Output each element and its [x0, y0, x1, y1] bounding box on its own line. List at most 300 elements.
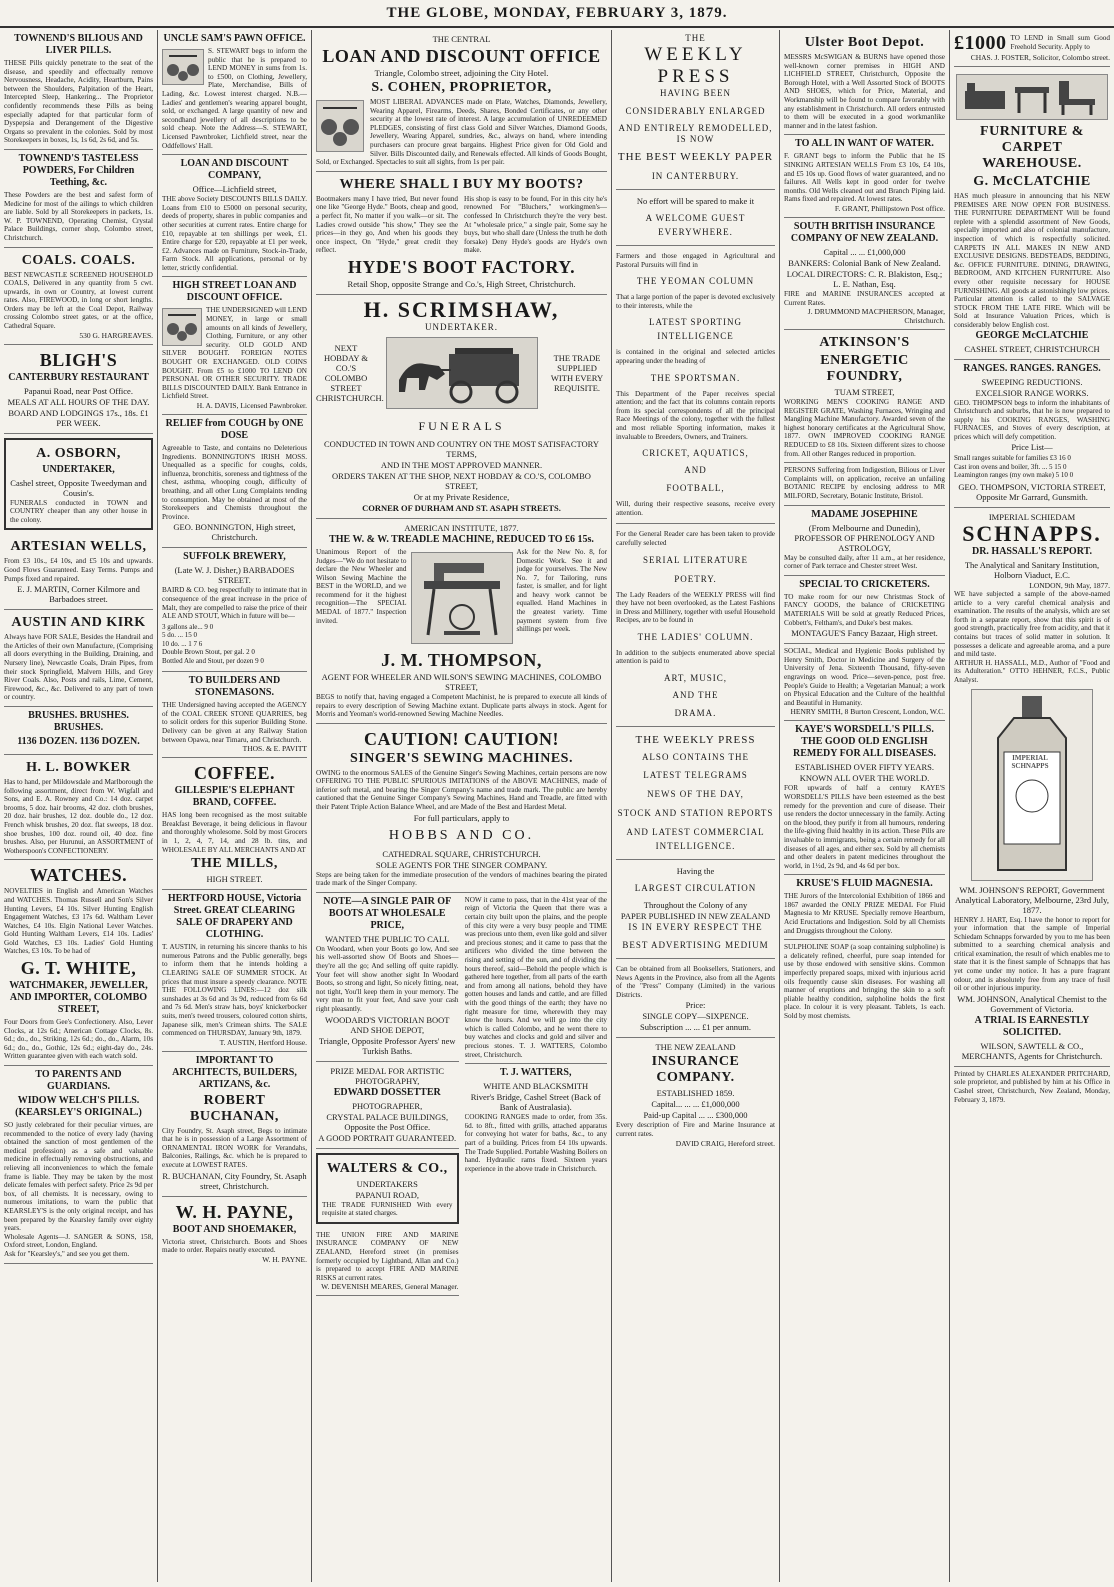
ad-subtitle: GILLESPIE'S ELEPHANT BRAND, COFFEE. [174, 785, 295, 809]
ad-agent: AGENT FOR WHEELER AND WILSON'S SEWING MACHINES, COLOMBO STREET, [321, 671, 602, 692]
ad-title: BLIGH'S [39, 349, 118, 370]
ad-funerals: FUNERALS [418, 418, 505, 433]
ad-body: COOKING RANGES made to order, from 35s. 6d. to 8ft., fitted with grills, attached apparatus for conveying hot water for baths, &c., to any part of a building. Prices from £4 10s upwards. The Trade Supplied. Portable Washing Boilers on hand. Hydraulic rams fixed. Sixteen years experience in the above trade in Christchurch. [464, 1113, 607, 1173]
austin-kirk-ad [4, 610, 153, 707]
wp-commercial: AND LATEST COMMERCIAL INTELLIGENCE. [626, 827, 765, 852]
ad-title: COALS. COALS. [21, 252, 136, 268]
ad-title: RANGES. RANGES. RANGES. [963, 362, 1101, 374]
col3-right-subcolumn [465, 893, 608, 1297]
ad-body: These Powders are the best and safest form of Medicine for most of the ailings to which children are liable. Sold by all Storekeepers in packets, 1s. W. P. TOWNEND, Operating Chemist, Crystal Palace Buildings, corner shop, Colombo street, Christchurch. [4, 190, 153, 242]
masthead-title: THE GLOBE, MONDAY, FEBRUARY 3, 1879. [0, 0, 1114, 28]
ad-body: City Foundry, St. Asaph street, Begs to intimate that he is in possession of a Large Assortment of ORNAMENTAL IRON WORK for Verandahs, Balconies, Railings, &c. which he is prepared to execute at LOWEST RATES. [162, 1126, 307, 1170]
victoria-story-ad [465, 893, 608, 1064]
sulpholine-ad [784, 940, 945, 1024]
printer-imprint [954, 1067, 1110, 1108]
ad-subtitle: PHOTOGRAPHER, [352, 1100, 423, 1111]
ad-mills-subtitle: HIGH STREET. [206, 874, 263, 885]
ad-title: NOTE—A SINGLE PAIR OF BOOTS AT WHOLESALE PRICE, [323, 895, 452, 931]
ad-subtitle: WANTED THE PUBLIC TO CALL [325, 933, 450, 944]
wp-department: This Department of the Paper receives special attention; and the fact that its columns contain reports from its special correspondents of all the principal Race Meetings of the colony, together with the fullest and most reliable Sporting information, makes it invaluable to Breeders, Owners, and Trainers. [616, 389, 775, 441]
ad-body: THE above Society DISCOUNTS BILLS DAILY. Loans from £10 to £5000 on personal security, deeds of property, shares in public companies and other securities at current rates. Entire charge for £10, repayable at ten shillings per week, £1. Entire charge for £20, repayable at £1 per week, £2. Advances made on Furniture, Stock-in-Trade, Farm Stock. All applications, personal or by letter, strictly confidential. [162, 195, 307, 272]
wp-price: Price: [685, 1000, 706, 1011]
wp-title: WEEKLY PRESS [644, 44, 747, 87]
ad-address: CASHEL STREET, CHRISTCHURCH [964, 343, 1100, 354]
ad-body: BEGS to notify that, having engaged a Competent Machinist, he is prepared to execute all kinds of repairs to every description of Sewing Machine extant. Duplicate parts always in stock. Agent for Morris and Yeoman's world-renowned Sewing Machine Needles. [316, 692, 607, 719]
ad-analyst: WM. JOHNSON, Analytical Chemist to the Government of Victoria. [957, 993, 1107, 1014]
wp-place: IN CANTERBURY. [651, 171, 740, 181]
ad-kicker: THE CENTRAL [432, 34, 491, 44]
ad-body: TO LEND in Small sum Good Freehold Security. Apply to [1010, 34, 1110, 51]
ad-body: Every description of Fire and Marine Insurance at current rates. [616, 1121, 775, 1139]
column-6 [950, 30, 1114, 1582]
ad-subtitle: Office—Lichfield street, [192, 184, 277, 195]
scrimshaw-ad [316, 295, 607, 519]
wp-having: HAVING BEEN [659, 88, 732, 98]
sewing-machine-illustration [411, 552, 513, 644]
cricketers-ad [784, 576, 945, 644]
pawnbroker-balls-illustration [316, 100, 364, 152]
ad-name2: GEORGE McCLATCHIE [975, 329, 1089, 341]
ad-body: On Woodard, when your Boots go low, And see his well-assorted show Of Boots and Shoes—they're all the go; And selling off quite rapidly. Your feet will show another sight In Woodard Boots, so strong and light, So nicely fitting, neat, not tight, You'll keep them in your memory. The very man to fit your feet, And save your cash right pleasantly. [316, 944, 459, 1013]
ad-bankers: BANKERS: Colonial Bank of New Zealand. [788, 257, 941, 268]
ad-signature: GEO. BONNINGTON, High street, Christchurch. [173, 522, 296, 543]
ad-kicker: THE NEW ZEALAND [655, 1042, 736, 1053]
ad-body: WE have subjected a sample of the above-named article to a very careful chemical analysis and examination. The results of the analysis, which are set forth in a separate report, show that this spirit is of good strength, practically free from acidity, and that it contains but traces of solid matter in solution. It possesses a delicate and agreeable aroma, and a pure and mild taste. [954, 589, 1110, 659]
ad-title: SOUTH BRITISH INSURANCE COMPANY OF NEW ZEALAND. [790, 220, 939, 244]
ad-body: NOW it came to pass, that in the 41st year of the reign of Victoria the Queen that there was a certain city built upon the plains, and the people of this city were a very busy people and TIME was precious unto them, even like gold and silver and precious stones; and it came to pass that the artificers who divided the time between the rising and setting of the sun, and of dividing the hours thereof, said—Behold the people which is gathered here together, from all parts of the earth and from among all nations, behold they have gotten houses and lands and cattle, and are filled with the good things of the earth; they have no right measure for time, wherewith they may know the hours. And we will go into the city which is called Colombo, and he went there to buy watches and clocks and gold and silver and precious stones. T. J. WATTERS, Colombo street, Christchurch. [464, 895, 607, 1059]
ad-address: Cashel street, Opposite Tweedyman and Cousin's. [10, 477, 147, 498]
ad-signature: ARTHUR H. HASSALL, M.D., Author of "Food and its Adulteration." OTTO HEHNER, F.C.S., Public Analyst. [954, 658, 1110, 684]
ad-approved: AND IN THE MOST APPROVED MANNER. [380, 459, 543, 470]
suffolk-brewery-ad [162, 548, 307, 672]
ad-address: River's Bridge, Cashel Street (Back of Bank of Australasia). [470, 1092, 601, 1113]
ad-address: CATHEDRAL SQUARE, CHRISTCHURCH. [382, 848, 541, 859]
pawnbroker-balls-illustration [162, 308, 202, 346]
wp-farmers: Farmers and those engaged in Agricultural and Pastoral Pursuits will find in [616, 252, 775, 269]
ad-title: T. J. WATTERS, [500, 1067, 572, 1079]
wp-yeoman: THE YEOMAN COLUMN [636, 276, 755, 287]
dossetter-ad [316, 1062, 459, 1149]
ad-body: F. GRANT begs to inform the Public that he IS SINKING ARTESIAN WELLS From £3 10s, £4 10s, and £5 10s up. Good flows of water guaranteed, and no failures. All Wells kept in good order for twelve months. Old Wells cleaned out and Branch Piping laid. Rams fixed and repaired. At lowest rates. [784, 152, 945, 204]
ad-body: Agreeable to Taste, and contains no Deleterious Ingredients. BONNINGTON'S IRISH MOSS. Unequalled as a specific for coughs, colds, influenza, bronchitis, soreness and tightness of the chest, asthma, whooping cough, difficulty of breathing, and all other Lung Complaints tending to consumption. May be obtained at most of the Storekeepers and Chemists throughout the Province. [162, 444, 307, 521]
ad-subtitle: WHITE AND BLACKSMITH [483, 1081, 589, 1092]
wp-drama: DRAMA. [674, 708, 717, 719]
ad-body: Has to hand, per Mildowsdale and Marlborough the following assortment, direct from W. Wigfall and Sons, and E. A. Rowney and Co.: 14 doz. carpet brooms, 5 doz. hair brooms, 42 doz. cloth brushes, 20 doz. hair brushes, 12 doz. double do., 12 doz. French whisk brushes, 20 doz. flat sweeps, 18 doz. shoe brushes, 100 doz. round oil, 40 doz. fine brushes. Also, per Hurunui, an ASSORTMENT of Wotherspoon's CONFECTIONERY. [4, 777, 153, 855]
ad-body: Four Doors from Gee's Confectionery. Also, Lever Clocks, at 12s 6d.; American Cottage Clocks, 8s. 6d.; do., do., Striking, 12s 6d.; do., do., Alarm, 10s 6d.; do., do., Gothic, 12s 6d.; eight-day do., 24s. Written guarantee given with each watch sold. [4, 1018, 153, 1061]
josephine-ad [784, 506, 945, 576]
ad-signature: T. AUSTIN, Hertford House. [219, 1037, 307, 1047]
union-fire-ad [316, 1228, 459, 1297]
bowker-ad [4, 755, 153, 860]
brushes-ad [4, 707, 153, 755]
ad-title: SPECIAL TO CRICKETERS. [799, 578, 930, 590]
ad-title: KRUSE'S FLUID MAGNESIA. [796, 878, 933, 890]
ad-footer: Ask for "Kearsley's," and see you get them. [4, 1249, 130, 1258]
ad-signature: F. GRANT, Phillipstown Post office. [834, 203, 945, 213]
singer-caution-ad [316, 724, 607, 893]
ad-body: BAIRD & CO. beg respectfully to intimate that in consequence of the great increase in the price of Malt, they are compelled to raise the price of their ALE AND STOUT, Which in future will be— [162, 586, 307, 621]
ad-signature: DAVID CRAIG, Hereford street. [675, 1138, 775, 1148]
ad-title: WATCHES. [29, 865, 128, 886]
ad-body: May be consulted daily, after 11 a.m., at her residence, corner of Park terrace and Chester street West. [784, 553, 945, 571]
ad-title: TO BUILDERS AND STONEMASONS. [188, 675, 281, 699]
wp-advertising: BEST ADVERTISING MEDIUM [622, 940, 769, 951]
ad-proprietor: S. COHEN, PROPRIETOR, [371, 80, 552, 95]
ad-footer: Steps are being taken for the immediate prosecution of the vendors of machines bearing the pirated trade mark of the Singer Company. [316, 870, 607, 888]
ad-title: INSURANCE COMPANY. [651, 1054, 740, 1086]
ad-signature: E. J. MARTIN, Corner Kilmore and Barbadoes street. [17, 584, 140, 605]
ad-subtitle: 1136 DOZEN. 1136 DOZEN. [17, 735, 140, 747]
ad-subtitle: SINGER'S SEWING MACHINES. [350, 750, 573, 766]
ad-paid: Paid-up Capital ... ... £300,000 [643, 1110, 748, 1121]
ad-subtitle: CANTERBURY RESTAURANT [8, 371, 149, 383]
ad-johnson-body: HENRY J. HART, Esq. I have the honor to report for your information that the sample of Imperial Schiedam Schnapps forwarded by you to me has been submitted to a searching chemical analysis and critical examination, the result of which enables me to state that it is the finest sample of Schnapps that has yet come under my notice. It has a pure fragrant odour, and is absolutely free from any trace of fusil oil or other injurious impurity. [954, 915, 1110, 993]
factory-name: HYDE'S BOOT FACTORY. [347, 256, 576, 277]
ad-corner: CORNER OF DURHAM AND ST. ASAPH STREETS. [362, 502, 561, 513]
ad-body: GEO. THOMPSON begs to inform the inhabitants of Christchurch and suburbs, that he is now prepared to supply his COOKING RANGES, WASHING FURNACES, and Stoves of every description, at prices which will defy competition. [954, 398, 1110, 441]
high-street-loan-ad [162, 277, 307, 415]
hearse-illustration [386, 337, 538, 409]
ad-body: HAS much pleasure in announcing that his NEW PREMISES ARE NOW OPEN FOR BUSINESS. THE FURNITURE DEPARTMENT Will be found replete with a splendid assortment of New Goods, specially imported and also of colonial manufacture, inspection of which is respectfully solicited. CARPETS IN ALL MAKES IN NEW AND EXCLUSIVE DESIGNS. BEDSTEADS, BEDDING, &c. OFFICE FURNITURE. DINING, DRAWING, BEDROOM, AND KITCHEN FURNITURE. Also every other requisite necessary for HOUSE FURNISHING. All goods at astonishingly low prices. [954, 192, 1110, 295]
hertford-house-ad [162, 890, 307, 1052]
ad-body: NOVELTIES in English and American Watches and WATCHES. Thomas Russell and Son's Silver Hunting Levers, £4 10s. Silver Hunting English Engagement Watches, £3 17s 6d. Waltham Lever Watches, £4 10s. Elgin National Lever Watches. Gold Hunting Waltham Levers, £14 10s. Ladies' Gold Watches, £3 10s. Ladies' Gold Hunting Watches, £3 10s. To be had of [4, 887, 153, 956]
ad-title: KAYE'S WORSDELL'S PILLS. THE GOOD OLD ENGLISH REMEDY FOR ALL DISEASES. [793, 724, 936, 760]
price-list: 3 gallons ale... 9 0 5 do. ... 15 0 10 do. ... 1 7 6 Double Brown Stout, per gal. 2 0 Bottled Ale and Stout, per dozen 9 0 [162, 622, 264, 665]
ad-note: Particular attention is called to the SALVAGE STOCK FROM THE LATE FIRE. Which will be Sold at Insurance Valuation Prices, which is considerably below English cost. [954, 295, 1110, 329]
ad-title: H. SCRIMSHAW, [363, 296, 560, 322]
ad-name: ROBERT BUCHANAN, [190, 1092, 279, 1124]
ad-sole: SOLE AGENTS FOR THE SINGER COMPANY. [375, 859, 548, 870]
column-5 [780, 30, 950, 1582]
wp-ladies-intro: The Lady Readers of the WEEKLY PRESS will find they have not been overlooked, as the Latest Fashions in Dress and Millinery, together with useful Household Recipes, are to be found in [616, 590, 775, 625]
ad-list-title: Price List— [1011, 442, 1053, 453]
wp-every-respect: IS IN EVERY RESPECT THE [628, 922, 763, 933]
ad-body: SULPHOLINE SOAP (a soap containing sulpholine) is a delicately refined, cheerful, pure soap intended for use by those endowed with sensitive skins. Common imperfectly prepared soaps, mixed with injurious acrid oils frequently cause skin diseases. For washing all manner of eruptions and bringing the skin to a soft pliable healthy condition, sulpholine holds the first place. In colour it is very pleasant. Tablets, 1s each. Sold by most chemists. [784, 943, 945, 1020]
ad-signature: HENRY SMITH, 8 Burton Crescent, London, W.C. [790, 707, 945, 717]
ad-right: Ask for the New No. 8, for Domestic Work. See it and judge for yourselves. The New No. 7, for Tailoring, runs faster, is smaller, and for light and heavy work cannot be equalled. Hand Machines in the greatest variety. Time payment system from five shillings per week. [516, 547, 607, 634]
wp-news: NEWS OF THE DAY, [647, 789, 744, 800]
column-4 [612, 30, 780, 1582]
ad-conducted: CONDUCTED IN TOWN AND COUNTRY ON THE MOST SATISFACTORY TERMS, [323, 438, 600, 459]
ad-body: From £3 10s., £4 10s, and £5 10s and upwards. Good Flows Guaranteed. Easy Terms. Pumps and Pumps fixed and repaired. [4, 557, 153, 583]
verse-left: Bootmakers many I have tried, But never found one like "George Hyde." Boots, cheap and good, a perfect fit, No matter if you walk—or sit. The Ladies crowd outside "his show," They see the prices—in they go, And when his goods they once inspect, On "Hyde," great credit they reflect. [316, 194, 459, 255]
lend-money-ad [954, 30, 1110, 67]
ad-subtitle: (From Melbourne and Dunedin), PROFESSOR OF PHRENOLOGY AND ASTROLOGY, [794, 522, 935, 553]
factory-address: Retail Shop, opposite Strange and Co.'s, High Street, Christchurch. [347, 278, 576, 289]
mcclatchie-ad [954, 67, 1110, 360]
ad-title: HERTFORD HOUSE, Victoria Street. GREAT CLEARING SALE OF DRAPERY AND CLOTHING. [167, 893, 302, 941]
ad-shop: WOODARD'S VICTORIAN BOOT AND SHOE DEPOT, [325, 1014, 450, 1035]
schnapps-ad [954, 508, 1110, 1067]
ad-title: SUFFOLK BREWERY, [183, 551, 286, 563]
townend-pills-ad [4, 30, 153, 150]
widow-welch-ad [4, 1066, 153, 1264]
milford-ad [784, 463, 945, 505]
wp-stock: STOCK AND STATION REPORTS [617, 808, 774, 819]
wp-large-portion: That a large portion of the paper is devoted exclusively to their interests, while the [616, 293, 775, 310]
ad-report: DR. HASSALL'S REPORT. [971, 545, 1093, 557]
ad-title: CAUTION! CAUTION! [363, 728, 559, 749]
wp-no-effort: No effort will be spared to make it [636, 196, 755, 206]
ad-amount: £1000 [954, 32, 1007, 54]
ad-body: THE UNDERSIGNED will LEND MONEY, in large or small amounts on all kinds of Jewellery, Clothing, Furniture, or any other security. OLD GOLD AND SILVER BOUGHT. FOREIGN NOTES BOUGHT OR EXCHANGED. OLD COINS BOUGHT. From £5 to £1000 TO LEND ON PERSONAL OR OTHER SECURITY. TRADE BILLS DISCOUNTED DAILY. Bank Entrance in Lichfield Street. [162, 306, 307, 401]
weekly-press-ad [616, 30, 775, 1038]
walters-ad [316, 1153, 459, 1224]
ad-location: Papanui Road, near Post Office. [24, 385, 133, 396]
wp-sixpence: SINGLE COPY—SIXPENCE. [642, 1011, 749, 1022]
ad-name: G. T. WHITE, [20, 958, 137, 979]
ad-name: J. M. THOMPSON, [381, 649, 542, 670]
ad-body: FIRE and MARINE INSURANCES accepted at Current Rates. [784, 289, 945, 307]
wp-having-largest: Having the [676, 866, 715, 877]
ad-signature: W. DEVENISH MEARES, General Manager. [321, 1282, 459, 1292]
ad-agents: Wholesale Agents—J. SANGER & SONS, 158, Oxford street, London, England. [4, 1232, 153, 1250]
hyde-boots-ad [316, 172, 607, 295]
kayes-pills-ad [784, 721, 945, 875]
wp-special: In addition to the subjects enumerated above special attention is paid to [616, 648, 775, 666]
ad-agent: HOBBS AND CO. [388, 827, 535, 843]
woodard-ad [316, 893, 459, 1062]
ad-subtitle: UNDERTAKER. [425, 321, 498, 332]
wp-enlarged: CONSIDERABLY ENLARGED [625, 106, 766, 116]
ad-title: RELIEF from COUGH by ONE DOSE [165, 418, 304, 441]
wp-telegrams: LATEST TELEGRAMS [643, 770, 748, 781]
ad-johnson: WM. JOHNSON'S REPORT, Government Analytical Laboratory, Melbourne, 23rd July, 1877. [955, 884, 1109, 915]
ad-title: MADAME JOSEPHINE [811, 508, 918, 520]
osborn-ad [4, 438, 153, 531]
ad-address: TUAM STREET, [834, 387, 895, 398]
wp-serial: SERIAL LITERATURE [643, 554, 748, 565]
ad-title: EDWARD DOSSETTER [333, 1086, 441, 1098]
social-books-ad [784, 644, 945, 721]
furniture-illustration [956, 74, 1108, 120]
pawn-office-ad [162, 30, 307, 155]
wp-newspaper: PAPER PUBLISHED IN NEW ZEALAND [620, 911, 771, 922]
wp-football: FOOTBALL, [666, 483, 725, 494]
ad-title: LOAN AND DISCOUNT OFFICE [322, 46, 601, 66]
ad-title: WHERE SHALL I BUY MY BOOTS? [339, 176, 584, 192]
wp-ladies: THE LADIES' COLUMN. [637, 631, 754, 642]
blighs-ad [4, 345, 153, 434]
pawnbroker-balls-illustration [162, 49, 204, 85]
wp-obtained: Can be obtained from all Booksellers, Stationers, and News Agents in the Province, also from all the Agents of the "Press" Company (Limited) in the various Districts. [616, 965, 775, 999]
ad-particulars: For full particulars, apply to [413, 812, 510, 823]
verse-right: His shop is easy to be found, For in this city he's renowned For "Bluchers," workingmen's—confessed In Christchurch they're the very best. At "wholesale price," a single pair, Some say he buys, but who shall dare (Unless the truth he doth forsake) Deny Hyde's goods are Hyde's own make. [464, 194, 607, 255]
ad-signature: THOS. & E. PAVITT [242, 744, 307, 754]
ad-kicker: PRIZE MEDAL FOR ARTISTIC PHOTOGRAPHY, [330, 1065, 445, 1086]
ad-trial: A TRIAL IS EARNESTLY SOLICITED. [974, 1014, 1090, 1038]
ad-kicker: IMPERIAL SCHIEDAM [988, 511, 1076, 522]
wp-sporting: LATEST SPORTING INTELLIGENCE [648, 317, 743, 342]
wp-best: THE BEST WEEKLY PAPER [617, 151, 774, 163]
ulster-boot-ad [784, 30, 945, 135]
ad-title: UNCLE SAM'S PAWN OFFICE. [163, 33, 306, 44]
ad-subtitle: BOOT AND SHOEMAKER, [172, 1223, 297, 1235]
ad-body: THESE Pills quickly penetrate to the seat of the disease, and speedily and effectually remove Nervousness, Headache, Acidity, Heartburn, Pains between the Shoulders, Palpitation of the Heart, Intercepted Sleep, Hankering... The Proprietor confidently recommends these Pills as being especially adapted for that particular form of Dyspepsia and Derangement of the Digestive Organs so prevalent in the colonies. Sold by most Storekeepers in boxes, 1s, 1s 6d, 2s 6d, and 5s. [4, 59, 153, 145]
south-british-ad [784, 218, 945, 330]
ad-body: Victoria street, Christchurch. Boots and Shoes made to order. Repairs neatly executed. [162, 1237, 307, 1255]
ad-title: WALTERS & CO., [326, 1160, 448, 1176]
ad-footer: A GOOD PORTRAIT GUARANTEED. [318, 1132, 457, 1143]
payne-ad [162, 1197, 307, 1268]
price-list: Small ranges suitable for families £3 16 0 Cast iron ovens and boiler, 3ft. ... 5 15 0 Leamington ranges (my own make) 5 10 0 [954, 454, 1074, 480]
col3-left-subcolumn [316, 893, 459, 1297]
ad-body: HAS long been recognised as the most suitable Breakfast Beverage, it being delicious in flavour and thoroughly wholesome. Sold by most Grocers in 1, 2, 4, 7, 14, and 28 lb. tins, and WHOLESALE BY ALL MERCHANTS AND AT [162, 811, 307, 854]
wp-circulation: LARGEST CIRCULATION [634, 883, 757, 894]
ad-body: THE Undersigned having accepted the AGENCY of the COAL CREEK STONE QUARRIES, beg to solicit orders for this superior Building Stone. Delivery can be given at any Railway Station between Opawa, near Timaru, and Christchurch. [162, 701, 307, 744]
ad-body: FOR upwards of half a century KAYE'S WORSDELL'S PILLS have been esteemed as the best remedy for the prevention and cure of disease. Their use renders the doctor unnecessary in the family. Acting on the blood, they purify it from all humours, rendering the life-giving fluid healthy in its action. These Pills are invaluable to immigrants, being a certain remedy for all diseases of all ages, and either sex. Sold by all chemists and other dealers in patent medicines throughout the world, in 1½d, 2s 9d, and 4s 6d per box. [784, 784, 945, 870]
ad-body: SOCIAL, Medical and Hygienic Books published by Henry Smith, Doctor in Medicine and Surgery of the University of Jena. Sixteenth Thousand, fifty-seven engravings on wood. Price—seven-pence, post free. People's Guide to Health; a Vegetarian Manual; a work on Physical Education and the Culture of the healthful and Beautiful in Humanity. [784, 647, 945, 707]
kruse-magnesia-ad [784, 875, 945, 940]
ad-body: MOST LIBERAL ADVANCES made on Plate, Watches, Diamonds, Jewellery, Wearing Apparel, Firearms, Deeds, Shares, Bonded Certificates, or any other security at the lowest rate of interest. A large accumulation of UNREDEEMED PLEDGES, consisting of first class Gold and Silver Watches, Diamond Goods, Jewellery, Wearing Apparel, sundries, &c., always on hand, where intending purchasers can procure great bargains. Highest Price given for Old Gold and Silver. Bills Discounted daily, and Renewals effected. All kinds of Goods Bought, Sold, or Exchanged. Spectacles to suit all sights, from 1s per pair. [316, 98, 607, 167]
ad-agents: WILSON, SAWTELL & CO., MERCHANTS, Agents for Christchurch. [961, 1040, 1103, 1061]
stonemasons-ad [162, 672, 307, 758]
ad-signature: R. BUCHANAN, City Foundry, St. Asaph street, Christchurch. [162, 1170, 307, 1191]
ad-subtitle: ENERGETIC FOUNDRY, [820, 353, 909, 385]
ad-body: TO make room for our new Christmas Stock of FANCY GOODS, the balance of CRICKETING MATERIALS Will be sold at greatly Reduced Prices, Cobbett's, Feltham's, and Duke's best makes. [784, 592, 945, 627]
wp-poetry: POETRY. [674, 573, 717, 584]
watches-ad [4, 860, 153, 1066]
ad-meals: MEALS AT ALL HOURS OF THE DAY. [7, 396, 150, 407]
wp-welcome: A WELCOME GUEST EVERYWHERE. [645, 213, 746, 237]
ad-title: TOWNEND'S BILIOUS AND LIVER PILLS. [14, 33, 143, 56]
wp-subscription: Subscription ... ... £1 per annum. [640, 1022, 751, 1033]
ad-body: PERSONS Suffering from Indigestion, Bilious or Liver Complaints will, on application, receive an unfailing BOTANIC RECIPE by enclosing address to MR MILFORD, Secretary, Botanic Institute, Bristol. [784, 466, 945, 501]
ad-body: S. STEWART begs to inform the public that he is prepared to LEND MONEY in sums from 1s. to £500, on Clothing, Jewellery, Plate, Merchandise, Bills of Lading, &c. Lowest interest charged. N.B.—Ladies' and gentlemen's wearing apparel bought, sold, or exchanged. A large quantity of new and secondhand jewellery of all descriptions to be sold cheap. Note the Address—S. STEWART, Licensed Pawnbroker, Lichfield street, near the Oddfellows' Hall. [162, 47, 307, 150]
ad-title: ARTESIAN WELLS, [10, 539, 147, 555]
wp-and: AND [684, 465, 707, 476]
ad-subtitle: WATCHMAKER, JEWELLER, AND IMPORTER, COLOMBO STREET, [9, 980, 148, 1016]
ad-title: Ulster Boot Depot. [804, 35, 925, 50]
wp-also: THE WEEKLY PRESS [635, 734, 756, 747]
ad-known: KNOWN ALL OVER THE WORLD. [799, 773, 930, 784]
ad-body: BEST NEWCASTLE SCREENED HOUSEHOLD COALS, Delivered in any quantity from 5 cwt. upwards, in own or Country, at lowest current rates. Also, FIREWOOD, in long or short lengths. Orders may be left at the Coal Depot, Railway crossing Colombo street gates, or at the office, Cathedral Square. [4, 270, 153, 331]
ad-title: BRUSHES. BRUSHES. BRUSHES. [28, 709, 129, 733]
schnapps-bottle-illustration [971, 689, 1093, 881]
ad-title: IMPORTANT TO ARCHITECTS, BUILDERS, ARTIZANS, &c. [172, 1054, 297, 1090]
ad-body: Always have FOR SALE, Besides the Handrail and the Articles of their own Manufacture, (Comprising all doors everything in the Building, Draining, and Nursery line), Newcastle Coals, Drain Pipes, from their stock Springfield, Malvern Hills, and Grey River Coals. Also, Posts and rails, Lime, Cement, Firewood, &c., &c. Delivered to any part of town or country. [4, 633, 153, 702]
wp-cricket: CRICKET, AQUATICS, [642, 448, 749, 459]
ad-sub2: EXCELSIOR RANGE WORKS. [975, 387, 1089, 398]
ad-lab: The Analytical and Sanitary Institution, Holborn Viaduct, E.C. [964, 559, 1100, 580]
ad-body: MESSRS McSWIGAN & BURNS have opened those well-known corner premises in HIGH AND LICHFIELD STREET, Christchurch, Opposite the Borough Hotel, with a Well Assorted Stock of BOOTS AND SHOES, which for Price, Material, and Workmanship will be found to compare favorably with any establishment in Christchurch. All orders entrusted to them will be executed in a good workmanlike manner and in the latest fashion. [784, 53, 945, 130]
ad-title: TO PARENTS AND GUARDIANS. [35, 1069, 122, 1093]
ad-address: PAPANUI ROAD, [355, 1189, 420, 1200]
thompson-sewing-ad [316, 519, 607, 724]
ad-subtitle: WIDOW WELCH'S PILLS. (KEARSLEY'S ORIGINAL.) [15, 1095, 142, 1119]
imprint-body: Printed by CHARLES ALEXANDER PRITCHARD, sole proprietor, and published by him at his Office in Cashel street, Christchurch, New Zealand, Monday, February 3, 1879. [954, 1069, 1110, 1104]
ad-subtitle: UNDERTAKERS [356, 1178, 418, 1189]
atkinson-foundry-ad [784, 330, 945, 463]
ad-body: THE UNION FIRE AND MARINE INSURANCE COMPANY OF NEW ZEALAND, Hereford street (in premises formerly occupied by Lightband, Allan and Co.) is prepared to accept FIRE AND MARINE RISKS at current rates. [316, 1230, 459, 1282]
ad-title: W. H. PAYNE, [175, 1201, 294, 1222]
ad-date: LONDON, 9th May, 1877. [1029, 580, 1110, 590]
ad-capital: Capital ... ... £1,000,000 [823, 246, 906, 257]
ad-title: TO ALL IN WANT OF WATER. [795, 138, 934, 150]
ad-orders: ORDERS TAKEN AT THE SHOP, NEXT HOBDAY & CO.'S, COLOMBO STREET, [332, 470, 591, 491]
ad-signature: H. A. DAVIS, Licensed Pawnbroker. [196, 401, 307, 410]
wp-contained: is contained in the original and selected articles appearing under the heading of [616, 348, 775, 365]
watters-ad [465, 1064, 608, 1177]
ad-body: THE Jurors of the Intercolonial Exhibition of 1866 and 1867 awarded the ONLY PRIZE MEDAL For Fluid Magnesia to Mr KRUSE. Specially remove Heartburn, Acid Eructations and Indigestion. Sold by all Chemists and Druggists throughout the Colony. [784, 892, 945, 935]
column-1 [0, 30, 158, 1582]
wp-sportsman: THE SPORTSMAN. [650, 372, 741, 383]
ad-right: THE TRADE SUPPLIED WITH EVERY REQUISITE. [550, 352, 604, 393]
column-2 [158, 30, 312, 1582]
wp-throughout: Throughout the Colony of any [643, 900, 748, 911]
wp-kicker: THE [685, 33, 706, 43]
ad-title: LOAN AND DISCOUNT COMPANY, [180, 158, 289, 182]
bottle-label: IMPERIAL SCHNAPPS [1011, 753, 1049, 770]
ad-body: SO justly celebrated for their peculiar virtues, are recommended to the notice of every lady (having obtained the sanction of most gentlemen of the medical profession) as a safe and valuable medicine in effectually removing obstructions, and relieving all inconveniences to which the female frame is liable. They may be taken by the most delicate females with perfect safety. Price 2s 9d per box, of all chemists. It is necessary, owing to numerous imitations, to warn the public that KEARSLEY'S is the only original receipt, and has been prepared by the Kearsley family over eighty years. [4, 1121, 153, 1233]
ad-body: FUNERALS conducted in TOWN and COUNTRY cheaper than any other house in the colony. [10, 498, 147, 524]
ad-title: FURNITURE & CARPET WAREHOUSE. [980, 124, 1084, 171]
wp-general-reader: For the General Reader care has been taken to provide carefully selected [616, 530, 775, 547]
wp-each-season: Will, during their respective seasons, receive every attention. [616, 500, 775, 517]
ad-board: BOARD AND LODGINGS 17s., 18s. £1 PER WEEK. [8, 407, 149, 428]
ad-title: COFFEE. [193, 763, 275, 784]
ad-body: OWING to the enormous SALES of the Genuine Singer's Sewing Machines, certain persons are now OFFERING TO THE PUBLIC SPURIOUS IMITATIONS of the ABOVE MACHINES, made of inferior soft metal, and bearing the Singer Company's name and trade mark. The public are hereby cautioned that the Genuine Singer Company's Sewing Machines, Hand and Treadle, are fitted with their Patent Triple Action Balance Wheel, and are Made of the Best and Hardest Metal. [316, 768, 607, 812]
buchanan-ad [162, 1052, 307, 1197]
ad-residence: Or at my Private Residence, [413, 491, 510, 502]
ad-established: ESTABLISHED 1859. [656, 1088, 735, 1099]
ad-capital: Capital... ... ... £1,000,000 [651, 1099, 740, 1110]
wp-art: ART, MUSIC, [663, 673, 728, 684]
ad-title: THE W. & W. TREADLE MACHINE, REDUCED TO £6 15s. [329, 533, 594, 545]
ad-title: TOWNEND'S TASTELESS POWDERS, For Children Teething, &c. [18, 152, 139, 188]
ranges-ad [954, 360, 1110, 508]
nz-insurance-ad [616, 1038, 775, 1151]
wp-also-contains: ALSO CONTAINS THE [641, 752, 750, 763]
ad-signature: CHAS. J. FOSTER, Solicitor, Colombo street. [970, 53, 1110, 62]
ad-directors: LOCAL DIRECTORS: C. R. Blakiston, Esq.; L. E. Nathan, Esq. [786, 268, 943, 289]
ad-address: Triangle, Colombo street, adjoining the City Hotel. [374, 68, 549, 78]
ad-title: AUSTIN AND KIRK [11, 615, 146, 631]
ad-title: ATKINSON'S [819, 335, 910, 351]
ad-title: HIGH STREET LOAN AND DISCOUNT OFFICE. [172, 280, 297, 304]
ad-signature: 530 G. HARGREAVES. [79, 330, 153, 340]
artesian-ad [4, 534, 153, 610]
ad-title: H. L. BOWKER [26, 759, 131, 775]
wp-remodelled: AND ENTIRELY REMODELLED, IS NOW [618, 123, 773, 144]
townend-powders-ad [4, 150, 153, 248]
ad-left: Unanimous Report of the Judges—"We do not hesitate to declare the New Wheeler and Wilson Sewing Machine the BEST in the WORLD, and we recommend for it the highest recognition—The SPECIAL MEDAL of 1877." Inspection invited. [316, 547, 407, 625]
coals-ad [4, 248, 153, 345]
wp-and2: AND THE [672, 690, 719, 701]
ad-name: G. McCLATCHIE [973, 174, 1091, 189]
ad-signature: GEO. THOMPSON, VICTORIA STREET, Opposite Mr Garrard, Gunsmith. [958, 481, 1106, 502]
ad-subtitle: UNDERTAKER, [42, 463, 115, 475]
column-3 [312, 30, 612, 1582]
ad-kicker: AMERICAN INSTITUTE, 1877. [404, 522, 519, 533]
ad-sub1: SWEEPING REDUCTIONS. [981, 376, 1083, 387]
grant-wells-ad [784, 135, 945, 218]
ad-body: WORKING MEN'S COOKING RANGE AND REGISTER GRATE, Washing Furnaces, Wringing and Mangling Machine Manufactory. Awarded seven of the highest honorary certificates at the Agricultural Show, 1877. OWN IMPROVED COOKING RANGE REDUCED to £8 10s. Sixteen different sizes to choose from. All other Ranges reduced in proportion. [784, 398, 945, 458]
ad-established: ESTABLISHED OVER FIFTY YEARS. [795, 762, 934, 773]
ad-subtitle: (Late W. J. Disher,) BARBADOES STREET. [174, 565, 295, 586]
ad-body: T. AUSTIN, in returning his sincere thanks to his numerous Patrons and the Public generally, begs to inform them that he intends holding a CLEARING SALE OF SUMMER STOCK. At prices that must insure a speedy clearance. NOTE THE FOLLOWING LINES:—12 doz silk sunshades at 3s 6d and 3s 9d, reduced from 6s 6d and 7s 6d. Men's straw hats, boys' knickerbocker suits, men's tweed trousers, coloured cotton shirts, Japanese silk, men's Crimean shirts. The SALE commenced on THURSDAY, January 9th, 1879. [162, 943, 307, 1038]
ad-address: Triangle, Opposite Professor Ayers' new Turkish Baths. [318, 1035, 456, 1056]
ad-body: THE TRADE FURNISHED With every requisite at stated charges. [322, 1200, 453, 1218]
loan-company-ad [162, 155, 307, 277]
coffee-ad [162, 758, 307, 890]
ad-signature: W. H. PAYNE. [262, 1254, 307, 1264]
ad-title: SCHNAPPS. [962, 520, 1102, 546]
ad-signature: J. DRUMMOND MACPHERSON, Manager, Christchurch. [807, 307, 945, 326]
cough-remedy-ad [162, 415, 307, 548]
ad-address: CRYSTAL PALACE BUILDINGS, Opposite the Post Office. [326, 1111, 449, 1132]
ad-mills-title: THE MILLS, [191, 856, 278, 872]
